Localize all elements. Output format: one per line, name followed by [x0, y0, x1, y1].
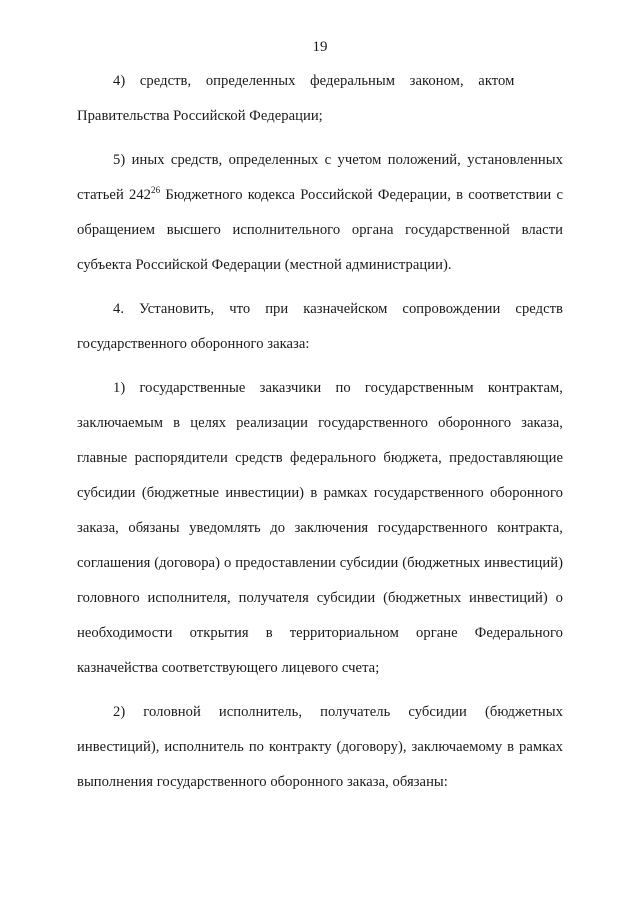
paragraph-item-5-text-before: 5) иных средств, определенных с учетом положений, установленных статьей 242 — [77, 152, 563, 203]
article-superscript: 26 — [151, 185, 161, 195]
page-number: 19 — [312, 39, 328, 55]
paragraph-item-4: 4) средств, определенных федеральным законом, актом Правительства Российской Федерации; — [77, 73, 515, 124]
paragraph-item-2: 2) головной исполнитель, получатель субсидии (бюджетных инвестиций), исполнитель по контракту (договору), заключаемому в рамках выполнения государственного оборонного заказа, обязаны: — [77, 704, 563, 790]
paragraph-item-5 — [77, 143, 563, 283]
paragraph-item-1: 1) государственные заказчики по государственным контрактам, заключаемым в целях реализации государственного оборонного заказа, главные распорядители средств федерального бюджета, предоставляющие субсидии (бюджетные инвестиции) в рамках государственного оборонного заказа, обязаны уведомлять до заключения государственного контракта, соглашения (договора) о предоставлении субсидии (бюджетных инвестиций) головного исполнителя, получателя субсидии (бюджетных инвестиций) о необходимости открытия в территориальном органе Федерального казначейства соответствующего лицевого счета; — [77, 380, 563, 676]
paragraph-item-5-text-after: Бюджетного кодекса Российской Федерации, в соответствии с обращением высшего исполнительного органа государственной власти субъекта Российской Федерации (местной администрации). — [77, 187, 564, 273]
paragraph-section-4: 4. Установить, что при казначейском сопровождении средств государственного оборонного заказа: — [77, 301, 563, 352]
document-body — [77, 64, 563, 809]
